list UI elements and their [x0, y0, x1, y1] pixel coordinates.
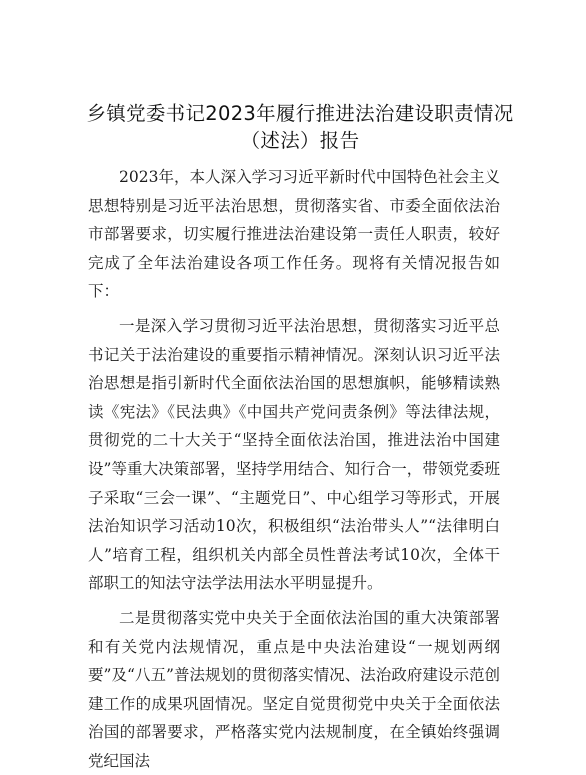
paragraph-section-one: 一是深入学习贯彻习近平法治思想，贯彻落实习近平总书记关于法治建设的重要指示精神情况。深刻认识习近平法治思想是指引新时代全面依法治国的思想旗帜，能够精读熟读《宪法》《民法典》《中国共产党问责条例》等法律法规，贯彻党的二十大关于“坚持全面依法治国，推进法治中国建设”等重大决策部署，坚持学用结合、知行合一，带领党委班子采取“三会一课”、“主题党日”、中心组学习等形式，开展法治知识学习活动10次，积极组织“法治带头人”“法律明白人”培育工程，组织机关内部全员性普法考试10次，全体干部职工的知法守法学法用法水平明显提升。	[88, 316, 500, 593]
paragraph-intro: 2023年，本人深入学习习近平新时代中国特色社会主义思想特别是习近平法治思想，贯彻落实省、市委全面依法治市部署要求，切实履行推进法治建设第一责任人职责，较好完成了全年法治建设各项工作任务。现将有关情况报告如下：	[88, 168, 500, 301]
paragraph-section-two: 二是贯彻落实党中央关于全面依法治国的重大决策部署和有关党内法规情况，重点是中央法治建设“一规划两纲要”及“八五”普法规划的贯彻落实情况、法治政府建设示范创建工作的成果巩固情况。坚定自觉贯彻党中央关于全面依法治国的部署要求，严格落实党内法规制度，在全镇始终强调党纪国法	[88, 608, 500, 770]
document-title: 乡镇党委书记2023年履行推进法治建设职责情况（述法）报告	[86, 102, 514, 152]
document-body	[88, 163, 500, 775]
